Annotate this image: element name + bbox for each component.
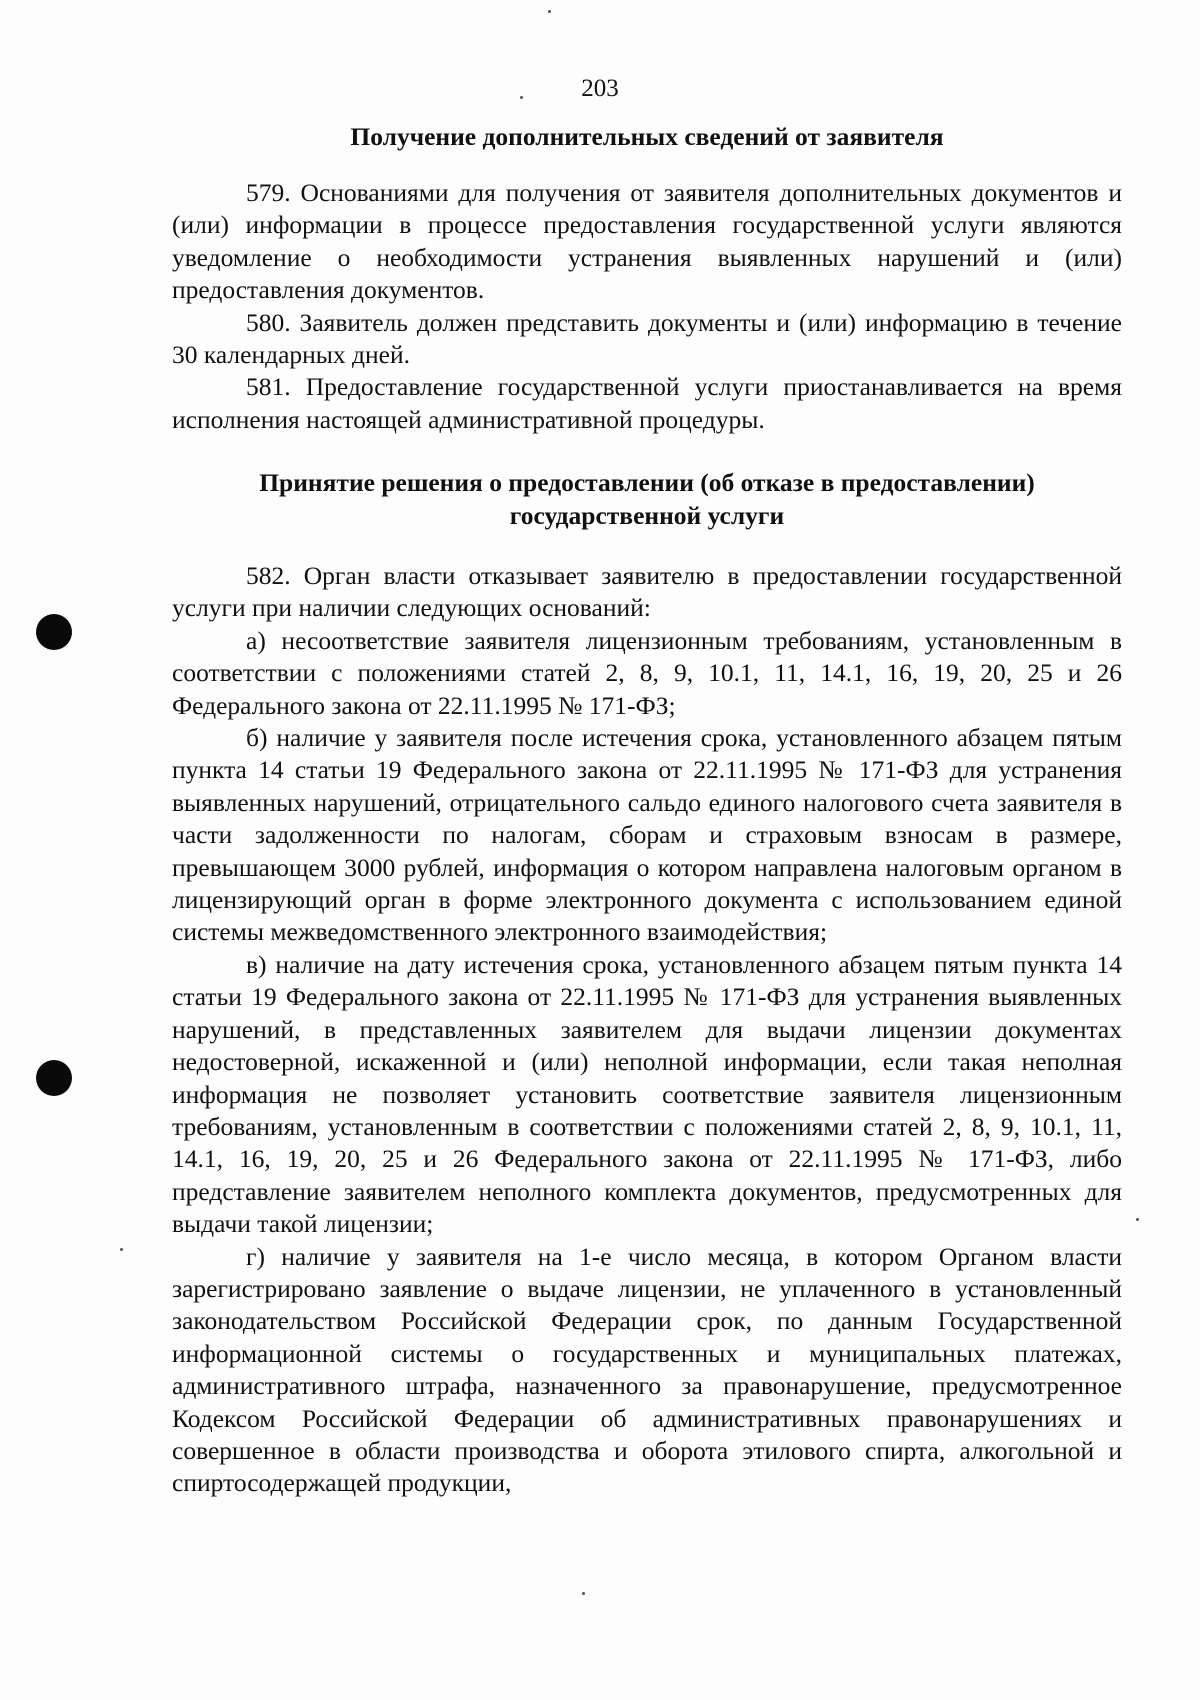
section-heading-additional-info: Получение дополнительных сведений от заявителя: [350, 122, 944, 151]
punch-hole-top: [36, 614, 72, 650]
clause-v: в) наличие на дату истечения срока, установленного абзацем пятым пункта 14 статьи 19 Федерального закона от 22.11.1995 № 171-ФЗ для устранения выявленных нарушений, в представленных заявителем для выдачи лицензии документах недостоверной, искаженной и (или) неполной информации, если такая неполная информация не позволяет установить соответствие заявителя лицензионным требованиям, установленным в соответствии с положениями статей 2, 8, 9, 10.1, 11, 14.1, 16, 19, 20, 25 и 26 Федерального закона от 22.11.1995 № 171-ФЗ, либо представление заявителем неполного комплекта документов, предусмотренных для выдачи такой лицензии;: [172, 949, 1122, 1239]
section-heading-decision-line1: Принятие решения о предоставлении (об отказе в предоставлении): [259, 468, 1035, 497]
scan-speck: [1136, 1218, 1139, 1221]
paragraph-580: 580. Заявитель должен представить документы и (или) информацию в течение 30 календарных дней.: [172, 307, 1122, 370]
section-heading-decision: [172, 466, 1122, 532]
paragraph-579: 579. Основаниями для получения от заявителя дополнительных документов и (или) информации в процессе предоставления государственной услуги являются уведомление о необходимости устранения выявленных нарушений и (или) предоставления документов.: [172, 178, 1122, 305]
section-body-additional-info: [172, 177, 1122, 436]
scan-speck: [548, 10, 551, 13]
clause-g: г) наличие у заявителя на 1-е число месяца, в котором Органом власти зарегистрировано заявление о выдаче лицензии, не уплаченного в установленный законодательством Российской Федерации срок, по данным Государственной информационной системы о государственных и муниципальных платежах, административного штрафа, назначенного за правонарушение, предусмотренное Кодексом Российской Федерации об административных правонарушениях и совершенное в области производства и оборота этилового спирта, алкогольной и спиртосодержащей продукции,: [172, 1241, 1122, 1498]
page-number: 203: [581, 75, 619, 102]
section-heading-decision-line2: государственной услуги: [509, 501, 785, 530]
paragraph-582: 582. Орган власти отказывает заявителю в предоставлении государственной услуги при наличии следующих оснований:: [172, 561, 1122, 623]
scan-speck: [582, 1592, 585, 1595]
section-body-decision: [172, 560, 1122, 1500]
clause-a: а) несоответствие заявителя лицензионным требованиям, установленным в соответствии с положениями статей 2, 8, 9, 10.1, 11, 14.1, 16, 19, 20, 25 и 26 Федерального закона от 22.11.1995 № 171-ФЗ;: [172, 625, 1122, 720]
punch-hole-bottom: [36, 1060, 72, 1096]
clause-b: б) наличие у заявителя после истечения срока, установленного абзацем пятым пункта 14 статьи 19 Федерального закона от 22.11.1995 № 171-ФЗ для устранения выявленных нарушений, отрицательного сальдо единого налогового счета заявителя в части задолженности по налогам, сборам и страховым взносам в размере, превышающем 3000 рублей, информация о котором направлена налоговым органом в лицензирующий орган в форме электронного документа с использованием единой системы межведомственного электронного взаимодействия;: [172, 723, 1122, 947]
paragraph-581: 581. Предоставление государственной услуги приостанавливается на время исполнения настоящей административной процедуры.: [172, 372, 1122, 434]
scan-speck: [120, 1248, 123, 1251]
